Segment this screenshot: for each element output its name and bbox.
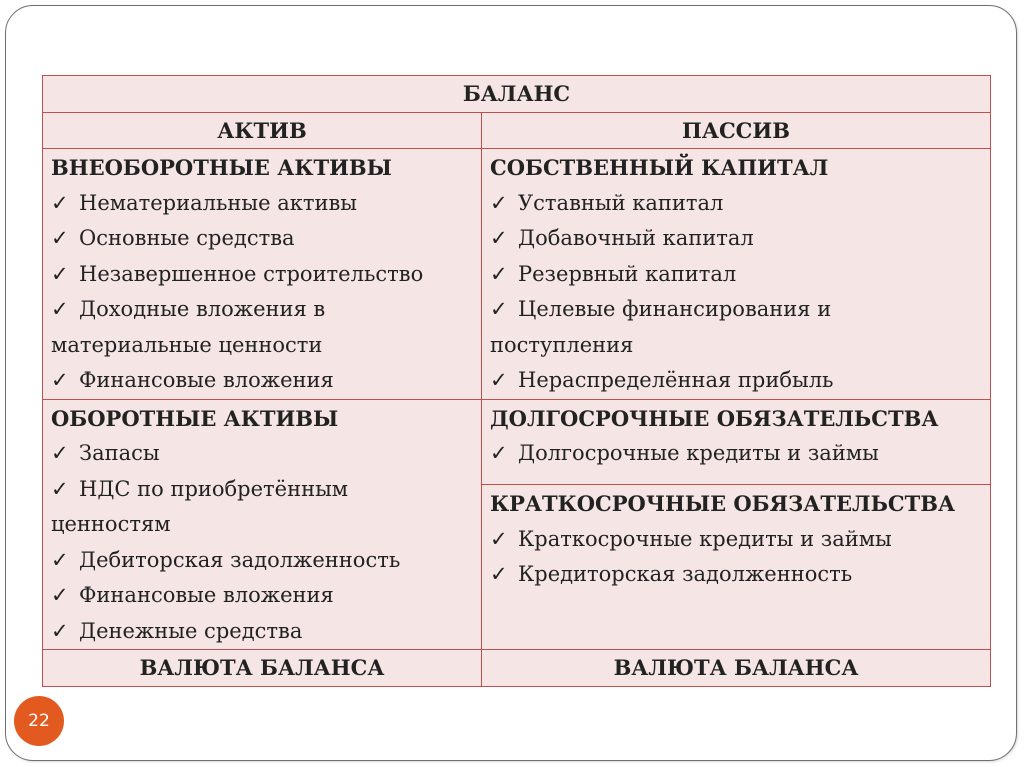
equity-title: СОБСТВЕННЫЙ КАПИТАЛ <box>490 155 829 180</box>
checkmark-icon: ✓ <box>51 441 69 465</box>
checkmark-icon: ✓ <box>51 261 69 286</box>
long-term-liabilities-cell <box>482 399 991 485</box>
checkmark-icon: ✓ <box>51 190 69 215</box>
list-item: ✓ Долгосрочные кредиты и займы <box>490 436 982 472</box>
checkmark-icon: ✓ <box>51 583 69 607</box>
checkmark-icon: ✓ <box>51 368 69 392</box>
list-item: ✓ Нематериальные активы <box>51 186 473 222</box>
long-term-liabilities-title: ДОЛГОСРОЧНЫЕ ОБЯЗАТЕЛЬСТВА <box>490 405 939 431</box>
balance-table <box>42 75 991 687</box>
non-current-assets-title: ВНЕОБОРОТНЫЕ АКТИВЫ <box>51 155 392 180</box>
list-item: ✓ Финансовые вложения <box>51 578 473 614</box>
checkmark-icon: ✓ <box>490 261 508 286</box>
page-number-badge: 22 <box>14 696 64 746</box>
balance-total-left: ВАЛЮТА БАЛАНСА <box>43 650 482 687</box>
checkmark-icon: ✓ <box>490 441 508 465</box>
list-item: ✓ Нераспределённая прибыль <box>490 363 982 399</box>
non-current-assets-cell <box>43 149 482 400</box>
list-item: ✓ НДС по приобретённым ценностям <box>51 472 473 543</box>
checkmark-icon: ✓ <box>490 526 508 551</box>
list-item: ✓ Запасы <box>51 436 473 472</box>
list-item: ✓ Основные средства <box>51 221 473 257</box>
checkmark-icon: ✓ <box>490 190 508 215</box>
list-item: ✓ Целевые финансирования и поступления <box>490 292 982 363</box>
checkmark-icon: ✓ <box>51 547 69 572</box>
list-item: ✓ Финансовые вложения <box>51 363 473 399</box>
list-item: ✓ Кредиторская задолженность <box>490 557 982 593</box>
checkmark-icon: ✓ <box>490 562 508 587</box>
liability-header: ПАССИВ <box>482 112 991 149</box>
checkmark-icon: ✓ <box>490 226 508 250</box>
list-item: ✓ Доходные вложения в материальные ценности <box>51 292 473 363</box>
checkmark-icon: ✓ <box>490 297 508 321</box>
checkmark-icon: ✓ <box>51 618 69 643</box>
list-item: ✓ Денежные средства <box>51 614 473 650</box>
list-item: ✓ Уставный капитал <box>490 186 982 222</box>
list-item: ✓ Добавочный капитал <box>490 221 982 257</box>
list-item: ✓ Незавершенное строительство <box>51 257 473 293</box>
checkmark-icon: ✓ <box>51 226 69 250</box>
checkmark-icon: ✓ <box>51 476 69 501</box>
equity-cell <box>482 149 991 400</box>
short-term-liabilities-title: КРАТКОСРОЧНЫЕ ОБЯЗАТЕЛЬСТВА <box>490 491 956 517</box>
current-assets-title: ОБОРОТНЫЕ АКТИВЫ <box>51 405 339 431</box>
short-term-liabilities-cell <box>482 485 991 650</box>
checkmark-icon: ✓ <box>51 297 69 321</box>
table-title: БАЛАНС <box>43 76 991 113</box>
list-item: ✓ Дебиторская задолженность <box>51 543 473 579</box>
list-item: ✓ Резервный капитал <box>490 257 982 293</box>
checkmark-icon: ✓ <box>490 368 508 392</box>
asset-header: АКТИВ <box>43 112 482 149</box>
current-assets-cell <box>43 399 482 650</box>
balance-total-right: ВАЛЮТА БАЛАНСА <box>482 650 991 687</box>
list-item: ✓ Краткосрочные кредиты и займы <box>490 522 982 558</box>
